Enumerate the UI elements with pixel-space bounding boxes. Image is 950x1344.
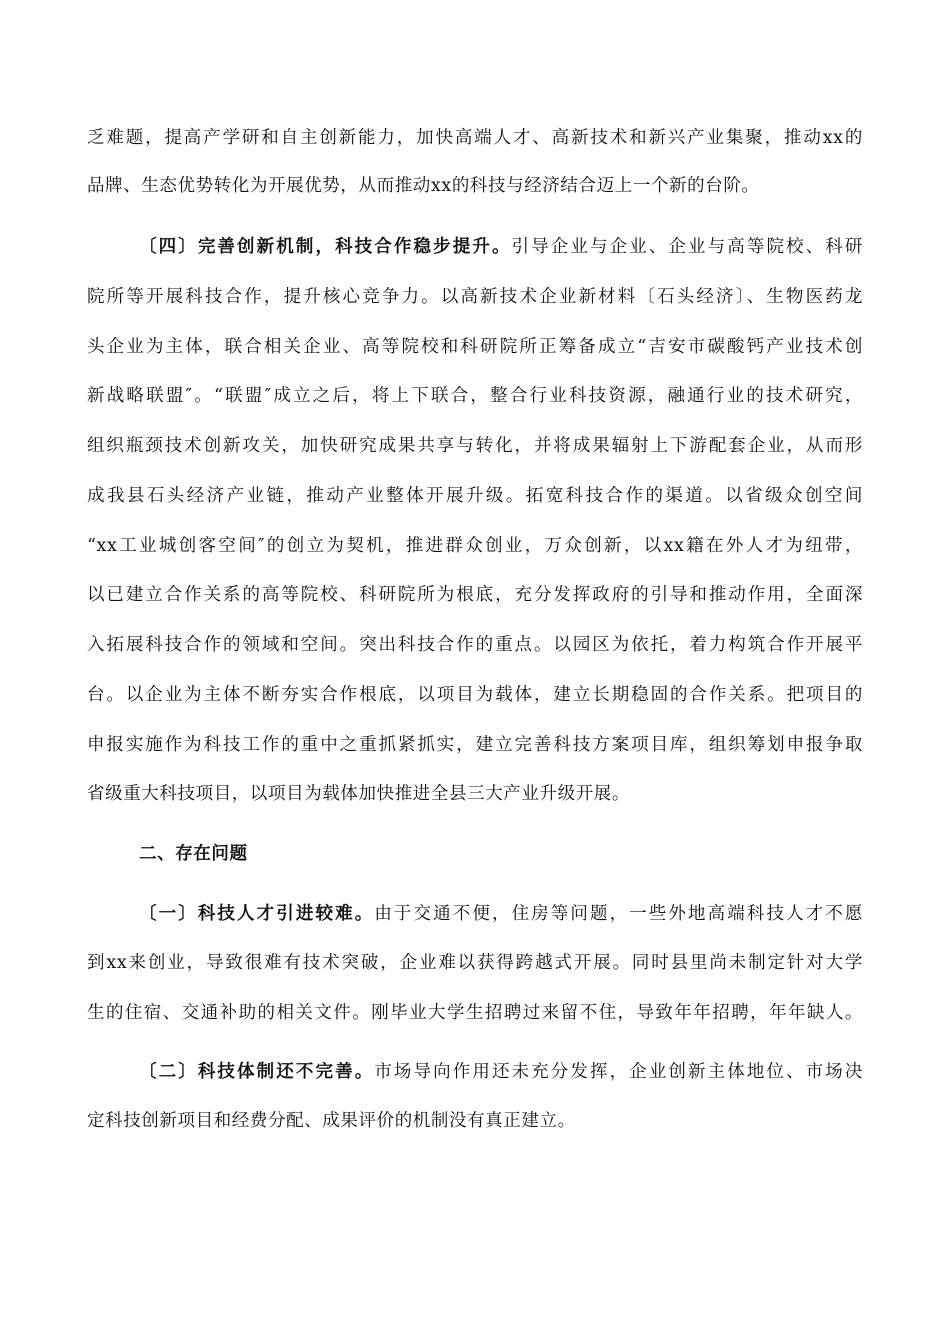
paragraph-first-line [139, 1061, 863, 1083]
paragraph-line: 以已建立合作关系的高等院校、科研院所为根底，充分发挥政府的引导和推动作用，全面深 [87, 585, 863, 605]
paragraph-line: 入拓展科技合作的领域和空间。突出科技合作的重点。以园区为依托，着力构筑合作开展平 [87, 635, 863, 655]
paragraph-lead: 〔四〕完善创新机制，科技合作稳步提升。 [139, 237, 512, 257]
paragraph-lead: 〔一〕科技人才引进较难。 [139, 904, 375, 924]
paragraph-line: 省级重大科技项目，以项目为载体加快推进全县三大产业升级开展。 [87, 784, 630, 804]
paragraph-line: 到xx来创业，导致很难有技术突破，企业难以获得跨越式开展。同时县里尚未制定针对大学 [87, 953, 863, 973]
paragraph-line: 生的住宿、交通补助的相关文件。刚毕业大学生招聘过来留不住，导致年年招聘，年年缺人。 [87, 1003, 863, 1023]
paragraph-lead: 〔二〕科技体制还不完善。 [139, 1062, 375, 1082]
paragraph-text: 引导企业与企业、企业与高等院校、科研 [511, 237, 863, 257]
paragraph-text: 市场导向作用还未充分发挥，企业创新主体地位、市场决 [374, 1062, 864, 1082]
paragraph-line: 院所等开展科技合作，提升核心竞争力。以高新技术企业新材料〔石头经济〕、生物医药龙 [87, 287, 863, 307]
paragraph-line: 成我县石头经济产业链，推动产业整体开展升级。拓宽科技合作的渠道。以省级众创空间 [87, 486, 863, 506]
paragraph-text: 由于交通不便，住房等问题，一些外地高端科技人才不愿 [374, 904, 864, 924]
paragraph-first-line [139, 903, 863, 925]
paragraph-line: 乏难题，提高产学研和自主创新能力，加快高端人才、高新技术和新兴产业集聚，推动xx的 [87, 128, 863, 148]
paragraph-line: 组织瓶颈技术创新攻关，加快研究成果共享与转化，并将成果辐射上下游配套企业，从而形 [87, 436, 863, 456]
paragraph-first-line [139, 236, 863, 258]
paragraph-line: 台。以企业为主体不断夯实合作根底，以项目为载体，建立长期稳固的合作关系。把项目的 [87, 685, 863, 705]
paragraph-line: “xx工业城创客空间″的创立为契机，推进群众创业，万众创新，以xx籍在外人才为纽带， [87, 536, 863, 556]
paragraph-line: 新战略联盟″。“联盟″成立之后，将上下联合，整合行业科技资源，融通行业的技术研究， [87, 386, 863, 406]
paragraph-line: 定科技创新项目和经费分配、成果评价的机制没有真正建立。 [87, 1111, 576, 1131]
section-heading: 二、存在问题 [139, 844, 248, 864]
paragraph-line: 头企业为主体，联合相关企业、高等院校和科研院所正筹备成立“吉安市碳酸钙产业技术创 [87, 337, 863, 357]
paragraph-line: 品牌、生态优势转化为开展优势，从而推动xx的科技与经济结合迈上一个新的台阶。 [87, 176, 760, 196]
paragraph-line: 申报实施作为科技工作的重中之重抓紧抓实，建立完善科技方案项目库，组织筹划申报争取 [87, 735, 863, 755]
